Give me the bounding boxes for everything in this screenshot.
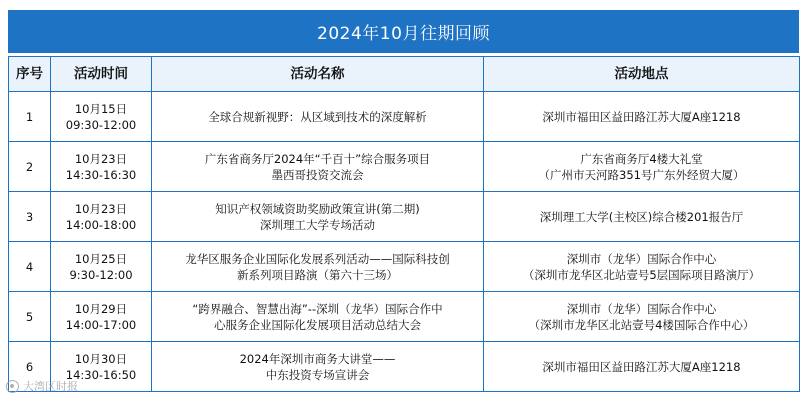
event-place-line: 广东省商务厅4楼大礼堂 (580, 151, 703, 166)
event-name-line: “跨界融合、智慧出海”--深圳（龙华）国际合作中 (192, 301, 443, 316)
table-row (9, 192, 800, 242)
event-name-line: 心服务企业国际化发展项目活动总结大会 (214, 317, 421, 332)
column-header-name: 活动名称 (152, 57, 484, 92)
event-date: 10月25日 (74, 251, 128, 266)
event-hours: 14:00-17:00 (65, 317, 137, 332)
table-header-row (9, 57, 800, 92)
event-place-cell (484, 142, 800, 192)
event-time-cell (51, 192, 152, 242)
event-place-line: （深圳市龙华区北站壹号4楼国际合作中心） (528, 317, 755, 332)
watermark-text: 大湾区时报 (23, 380, 78, 393)
event-name-line: 龙华区服务企业国际化发展系列活动——国际科技创 (185, 251, 450, 266)
event-hours: 09:30-12:00 (65, 117, 137, 132)
table-row (9, 292, 800, 342)
row-index: 5 (9, 292, 51, 342)
row-index: 1 (9, 92, 51, 142)
column-header-time: 活动时间 (51, 57, 152, 92)
event-hours: 14:00-18:00 (65, 217, 137, 232)
event-name-line: 知识产权领域资助奖励政策宣讲(第二期) (215, 201, 420, 216)
event-name-line: 中东投资专场宣讲会 (265, 367, 370, 382)
event-time-cell (51, 292, 152, 342)
event-place-line: 深圳市（龙华）国际合作中心 (566, 301, 717, 316)
event-name-line: 墨西哥投资交流会 (271, 167, 364, 182)
event-date: 10月23日 (74, 151, 128, 166)
event-time-cell (51, 142, 152, 192)
event-name-cell (152, 92, 484, 142)
event-place-line: 深圳市福田区益田路江苏大厦A座1218 (542, 359, 741, 374)
event-hours: 14:30-16:50 (65, 367, 137, 382)
event-name-line: 深圳理工大学专场活动 (260, 217, 375, 232)
table-row (9, 242, 800, 292)
event-place-cell (484, 242, 800, 292)
event-date: 10月23日 (74, 201, 128, 216)
event-place-line: 深圳市（龙华）国际合作中心 (566, 251, 717, 266)
event-place-cell (484, 342, 800, 392)
schedule-table (8, 56, 800, 392)
event-place-cell (484, 292, 800, 342)
banner-title: 2024年10月往期回顾 (8, 10, 799, 53)
event-name-cell (152, 292, 484, 342)
event-name-line: 新系列项目路演（第六十三场） (237, 267, 398, 282)
event-date: 10月29日 (74, 301, 128, 316)
event-name-line: 全球合规新视野：从区域到技术的深度解析 (208, 109, 427, 124)
table-row (9, 92, 800, 142)
event-time-cell (51, 92, 152, 142)
event-name-line: 2024年深圳市商务大讲堂—— (239, 351, 396, 366)
row-index: 3 (9, 192, 51, 242)
event-hours: 14:30-16:30 (65, 167, 137, 182)
column-header-index: 序号 (9, 57, 51, 92)
watermark (6, 378, 78, 394)
row-index: 4 (9, 242, 51, 292)
event-place-line: 深圳理工大学(主校区)综合楼201报告厅 (539, 209, 744, 224)
event-name-cell (152, 342, 484, 392)
event-name-line: 广东省商务厅2024年“千百十”综合服务项目 (204, 151, 431, 166)
event-name-cell (152, 242, 484, 292)
event-hours: 9:30-12:00 (69, 267, 133, 282)
event-place-cell (484, 192, 800, 242)
table-row (9, 142, 800, 192)
event-date: 10月15日 (74, 101, 128, 116)
event-date: 10月30日 (74, 351, 128, 366)
event-place-line: （广州市天河路351号广东外经贸大厦） (538, 167, 745, 182)
row-index: 2 (9, 142, 51, 192)
event-place-line: 深圳市福田区益田路江苏大厦A座1218 (542, 109, 741, 124)
circle-logo-icon (6, 380, 19, 393)
event-place-cell (484, 92, 800, 142)
row-index: 6 (9, 342, 51, 392)
table-row (9, 342, 800, 392)
event-name-cell (152, 192, 484, 242)
event-name-cell (152, 142, 484, 192)
event-place-line: （深圳市龙华区北站壹号5层国际项目路演厅） (522, 267, 761, 282)
event-time-cell (51, 242, 152, 292)
column-header-place: 活动地点 (484, 57, 800, 92)
